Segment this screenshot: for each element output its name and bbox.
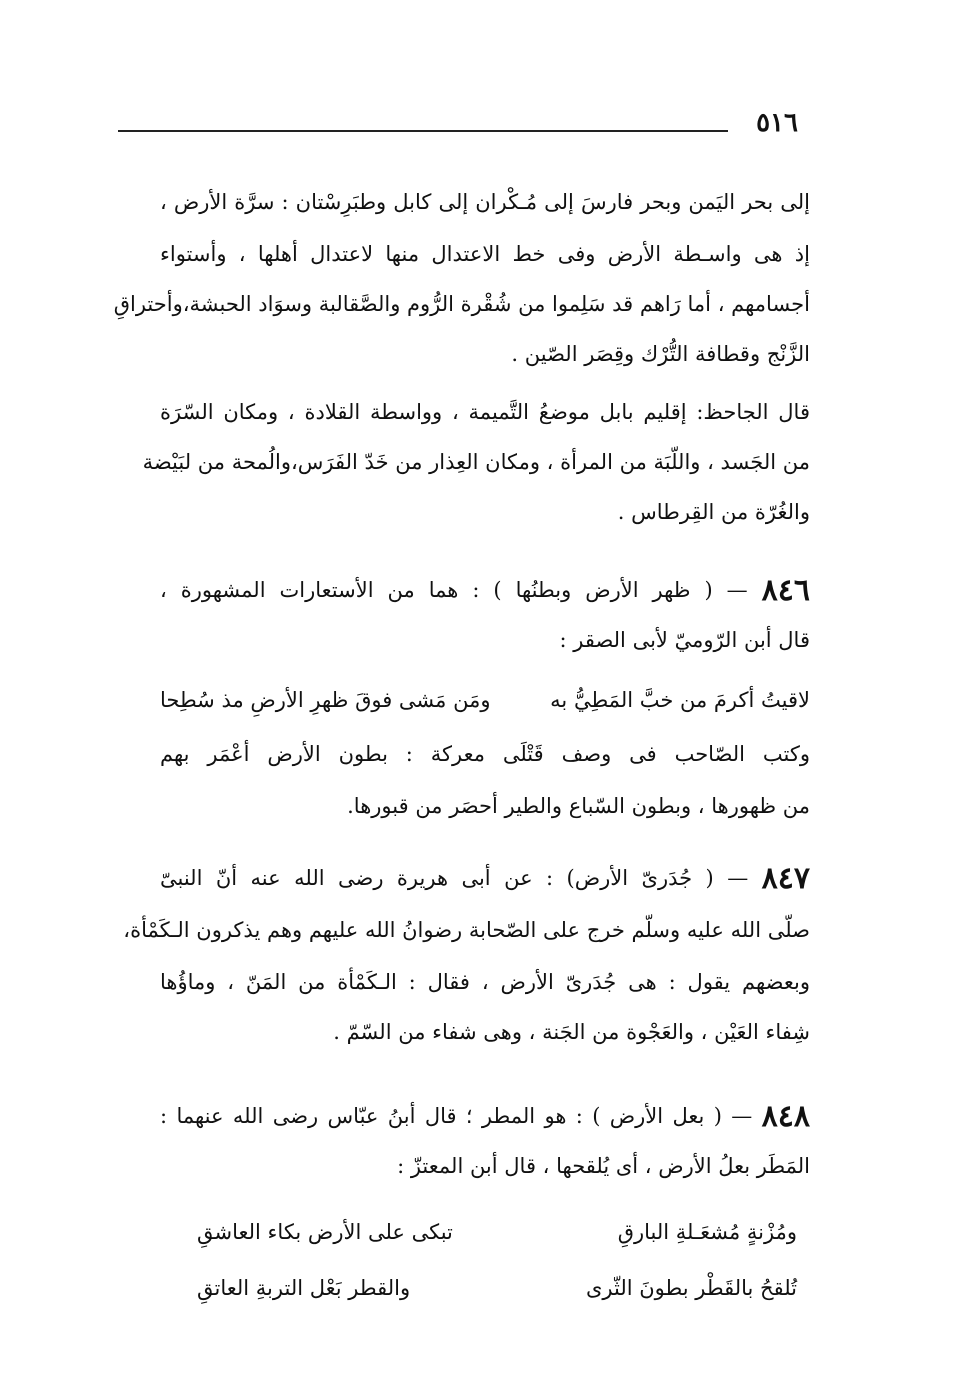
text-line: المَطَر بعلُ الأرض ، أى يُلقحها ، قال أبن المعتزّ : (397, 1154, 810, 1178)
entry-heading-line (160, 574, 810, 607)
text-line: قال أبن الرّوميّ لأبى الصقر : (559, 628, 810, 652)
text-line: الزَّنْج وقطافة التُّرْك وقِصَر الصّين . (511, 342, 810, 366)
text-line: قال الجاحظ: إقليم بابل موضعُ التَّميمة ، وواسطة القلادة ، ومكان السّرَة (160, 400, 810, 424)
entry-title-text: — ( ظهر الأرض وبطنُها ) : هما من الأستعارات المشهورة ، (160, 578, 748, 602)
poetry-verse (160, 684, 810, 716)
header-rule (118, 130, 728, 132)
entry-title-text: — ( جُدَرىّ الأرض) : عن أبى هريرة رضى الله عنه أنّ النبىّ (160, 866, 749, 890)
text-line: من الجَسد ، واللّبَة من المرأة ، ومكان العِذار من خَدّ الفَرَس،والُمحة من لبَيْضة (142, 450, 810, 474)
text-line: إذ هى واسـطة الأرض وفى خط الاعتدال منها لاعتدال أهلها ، وأستواء (160, 242, 810, 266)
entry-number: ٨٤٨ (761, 1099, 810, 1134)
verse-first-hemistich: لاقيتُ أكرمَ من خبَّ المَطِيُّ به (550, 688, 810, 712)
text-line: شِفاء العَيْن ، والعَجْوة من الجَنة ، وهى شفاء من السّمّ . (333, 1020, 810, 1044)
text-line: والغُرّة من القِرطاس . (617, 500, 810, 524)
poetry-verse (197, 1272, 797, 1304)
text-line: صلّى الله عليه وسلّم خرج على الصّحابة رضوانُ الله عليهم وهم يذكرون الـكَمْأة، (123, 918, 810, 942)
text-line: من ظهورها ، وبطون السّباع والطير أحصَر من قبورها. (347, 794, 810, 818)
entry-title-text: — ( بعل الأرض ) : هو المطر ؛ قال أبنُ عبّاس رضى الله عنهما : (160, 1104, 753, 1128)
text-line: وبعضهم يقول : هى جُدَرىّ الأرض ، فقال : الـكَمْأة من المَنّ ، وماؤُها (160, 970, 810, 994)
verse-second-hemistich: والقطر بَعْل التربةِ العاتقِ (197, 1276, 411, 1300)
verse-second-hemistich: ومَن مَشى فوقَ ظهرِ الأرضِ مذ سُطِحا (160, 688, 491, 712)
text-line: أجسامهم ، أما رَاهم قد سَلِموا من شُقْرة الرُّوم والصَّقالبة وسوَاد الحبشة،وأحتراقِ (113, 292, 810, 316)
entry-number: ٨٤٧ (761, 861, 810, 896)
page-header (118, 108, 798, 148)
entry-number: ٨٤٦ (761, 573, 810, 608)
entry-heading-line (160, 1100, 810, 1133)
verse-second-hemistich: تبكى على الأرض بكاء العاشقِ (197, 1220, 453, 1244)
verse-first-hemistich: ومُزْنةٍ مُشعَـلةِ البارقِ (617, 1220, 797, 1244)
text-line: وكتب الصّاحب فى وصف قَتْلَى معركة : بطون الأرض أعْمَر بهم (160, 742, 810, 766)
verse-first-hemistich: تُلقحُ بالقَطْر بطونَ الثّرى (585, 1276, 797, 1300)
text-line: إلى بحر اليَمن وبحر فارسَ إلى مُـكْران إلى كابل وطبَرِسْتان : سرَّة الأرض ، (160, 190, 810, 214)
entry-heading-line (160, 862, 810, 895)
page-number: ٥١٦ (756, 108, 798, 138)
poetry-verse (197, 1216, 797, 1248)
